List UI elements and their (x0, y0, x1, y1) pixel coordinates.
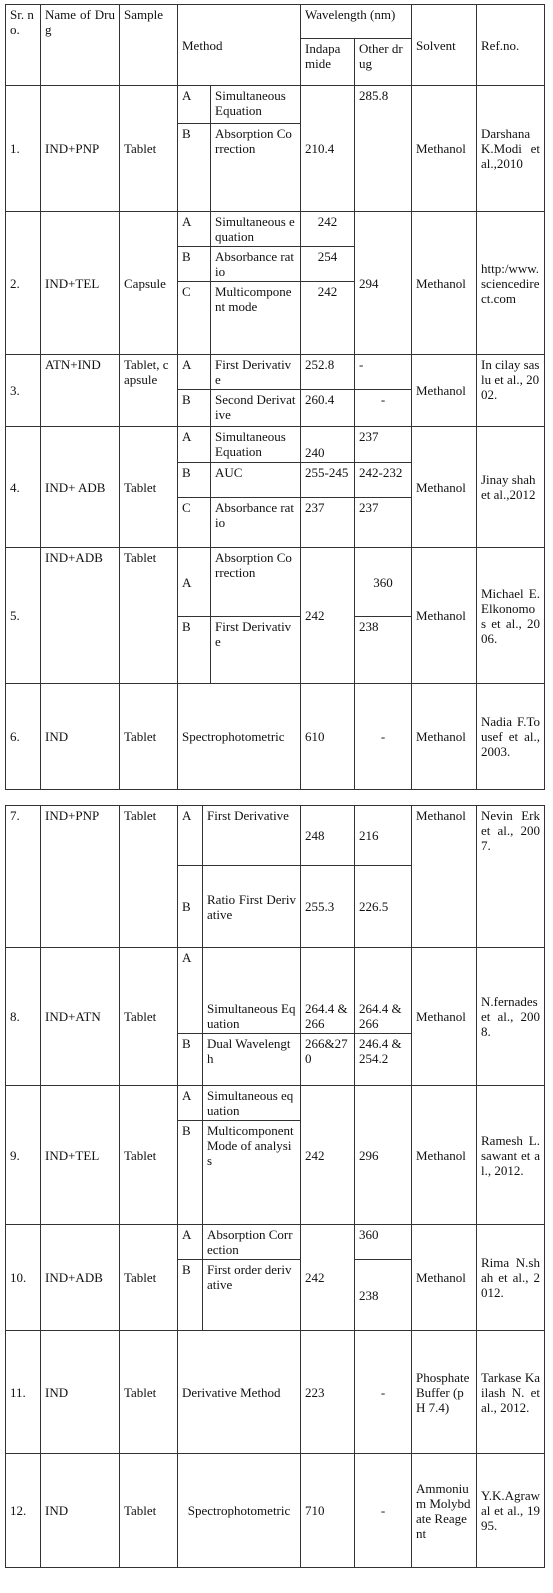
header-other-drug: Other drug (355, 39, 412, 86)
row-12-solvent: Ammonium Molybdate Reagent (412, 1454, 477, 1568)
row-11-method: Derivative Method (178, 1331, 301, 1454)
row-2-method-b: Absorbance ratio (211, 247, 301, 282)
row-5-method-b: First Derivative (211, 617, 301, 684)
row-9-label-a: A (178, 1086, 203, 1121)
row-1-sr: 1. (6, 86, 41, 212)
row-7-drug: IND+PNP (41, 806, 120, 948)
row-3-label-b: B (178, 390, 211, 427)
row-10-indapamide: 242 (301, 1225, 355, 1331)
row-2-other-drug: 294 (355, 212, 412, 355)
row-4-method-c: Absorbance ratio (211, 498, 301, 548)
row-1-label-b: B (178, 124, 211, 212)
row-3-label-a: A (178, 355, 211, 390)
row-2-method-c: Multicomponent mode (211, 282, 301, 355)
row-6-sample: Tablet (120, 684, 178, 790)
row-8-sample: Tablet (120, 948, 178, 1086)
row-8-solvent: Methanol (412, 948, 477, 1086)
row-1-other-drug: 285.8 (355, 86, 412, 212)
row-4-sr: 4. (6, 427, 41, 548)
row-11-drug: IND (41, 1331, 120, 1454)
row-5-ref: Michael E.Elkonomos et al., 2006. (477, 548, 545, 684)
row-11-other-drug: - (355, 1331, 412, 1454)
row-3-method-b: Second Derivative (211, 390, 301, 427)
row-9-ref: Ramesh L.sawant et al., 2012. (477, 1086, 545, 1225)
row-1-ref: Darshana K.Modi et al.,2010 (477, 86, 545, 212)
row-1-sample: Tablet (120, 86, 178, 212)
row-11-ref: Tarkase Kailash N. et al., 2012. (477, 1331, 545, 1454)
row-7-sample: Tablet (120, 806, 178, 948)
row-5-label-a: A (178, 548, 211, 617)
row-9-sample: Tablet (120, 1086, 178, 1225)
row-11-sample: Tablet (120, 1331, 178, 1454)
row-5-label-b: B (178, 617, 211, 684)
row-7-method-a: First Derivative (203, 806, 301, 866)
row-12-sample: Tablet (120, 1454, 178, 1568)
row-5-indapamide: 242 (301, 548, 355, 684)
row-2-sample: Capsule (120, 212, 178, 355)
row-10-sr: 10. (6, 1225, 41, 1331)
row-10-method-b: First order derivative (203, 1260, 301, 1331)
row-7-sr: 7. (6, 806, 41, 948)
row-10-drug: IND+ADB (41, 1225, 120, 1331)
row-5-sr: 5. (6, 548, 41, 684)
row-4-sample: Tablet (120, 427, 178, 548)
methods-table-part-1 (5, 4, 545, 790)
row-12-indapamide: 710 (301, 1454, 355, 1568)
row-2-drug: IND+TEL (41, 212, 120, 355)
row-10-label-a: A (178, 1225, 203, 1260)
row-3-sample: Tablet, capsule (120, 355, 178, 427)
row-3-indapamide-a: 252.8 (301, 355, 355, 390)
row-9-method-a: Simultaneous equation (203, 1086, 301, 1121)
row-12-sr: 12. (6, 1454, 41, 1568)
row-1-solvent: Methanol (412, 86, 477, 212)
row-3-method-a: First Derivative (211, 355, 301, 390)
row-1-drug: IND+PNP (41, 86, 120, 212)
row-3-sr: 3. (6, 355, 41, 427)
header-ref-no: Ref.no. (477, 5, 545, 86)
row-6-other-drug: - (355, 684, 412, 790)
row-3-other-drug-b: - (355, 390, 412, 427)
row-6-sr: 6. (6, 684, 41, 790)
row-6-solvent: Methanol (412, 684, 477, 790)
row-8-method-b: Dual Wavelength (203, 1034, 301, 1086)
row-4-label-c: C (178, 498, 211, 548)
row-7-ref: Nevin Erk et al., 2007. (477, 806, 545, 948)
row-9-drug: IND+TEL (41, 1086, 120, 1225)
row-8-label-a: A (178, 948, 203, 1034)
row-4-other-drug-c: 237 (355, 498, 412, 548)
row-8-other-drug-a: 264.4 & 266 (355, 948, 412, 1034)
row-10-sample: Tablet (120, 1225, 178, 1331)
row-12-ref: Y.K.Agrawal et al., 1995. (477, 1454, 545, 1568)
row-9-label-b: B (178, 1121, 203, 1225)
row-12-drug: IND (41, 1454, 120, 1568)
row-4-method-b: AUC (211, 463, 301, 498)
row-2-ref: http:/www.sciencedirect.com (477, 212, 545, 355)
row-10-other-drug-a: 360 (355, 1225, 412, 1260)
row-6-ref: Nadia F.Tousef et al., 2003. (477, 684, 545, 790)
row-2-label-c: C (178, 282, 211, 355)
row-2-sr: 2. (6, 212, 41, 355)
row-3-drug: ATN+IND (41, 355, 120, 427)
row-5-other-drug-a: 360 (355, 548, 412, 617)
row-7-other-drug-b: 226.5 (355, 866, 412, 948)
row-4-solvent: Methanol (412, 427, 477, 548)
row-4-ref: Jinay shah et al.,2012 (477, 427, 545, 548)
row-10-method-a: Absorption Correction (203, 1225, 301, 1260)
row-6-drug: IND (41, 684, 120, 790)
methods-table-part-2 (5, 805, 545, 1568)
row-4-label-a: A (178, 427, 211, 463)
row-3-solvent: Methanol (412, 355, 477, 427)
header-name-of-drug: Name of Drug (41, 5, 120, 86)
row-9-other-drug: 296 (355, 1086, 412, 1225)
row-9-solvent: Methanol (412, 1086, 477, 1225)
row-5-drug: IND+ADB (41, 548, 120, 684)
row-3-indapamide-b: 260.4 (301, 390, 355, 427)
row-6-indapamide: 610 (301, 684, 355, 790)
header-wavelength: Wavelength (nm) (301, 5, 412, 39)
row-8-label-b: B (178, 1034, 203, 1086)
row-1-method-b: Absorption Correction (211, 124, 301, 212)
row-8-indapamide-b: 266&270 (301, 1034, 355, 1086)
row-6-method: Spectrophotometric (178, 684, 301, 790)
row-2-indapamide-b: 254 (301, 247, 355, 282)
header-solvent: Solvent (412, 5, 477, 86)
row-3-ref: In cilay saslu et al., 2002. (477, 355, 545, 427)
row-11-sr: 11. (6, 1331, 41, 1454)
row-7-label-a: A (178, 806, 203, 866)
header-sr: Sr. no. (6, 5, 41, 86)
row-5-method-a: Absorption Correction (211, 548, 301, 617)
row-2-indapamide-a: 242 (301, 212, 355, 247)
row-4-indapamide-b: 255-245 (301, 463, 355, 498)
row-4-label-b: B (178, 463, 211, 498)
row-4-method-a: Simultaneous Equation (211, 427, 301, 463)
row-7-indapamide-b: 255.3 (301, 866, 355, 948)
row-5-other-drug-b: 238 (355, 617, 412, 684)
row-2-method-a: Simultaneous equation (211, 212, 301, 247)
row-7-method-b: Ratio First Derivative (203, 866, 301, 948)
row-2-indapamide-c: 242 (301, 282, 355, 355)
row-7-indapamide-a: 248 (301, 806, 355, 866)
row-12-other-drug: - (355, 1454, 412, 1568)
row-1-indapamide: 210.4 (301, 86, 355, 212)
row-5-solvent: Methanol (412, 548, 477, 684)
row-11-indapamide: 223 (301, 1331, 355, 1454)
row-4-other-drug-a: 237 (355, 427, 412, 463)
row-7-other-drug-a: 216 (355, 806, 412, 866)
row-10-solvent: Methanol (412, 1225, 477, 1331)
row-8-ref: N.fernades et al., 2008. (477, 948, 545, 1086)
row-9-indapamide: 242 (301, 1086, 355, 1225)
row-4-indapamide-c: 237 (301, 498, 355, 548)
row-10-other-drug-b: 238 (355, 1260, 412, 1331)
row-10-ref: Rima N.shah et al., 2012. (477, 1225, 545, 1331)
header-indapamide: Indapamide (301, 39, 355, 86)
row-4-indapamide-a: 240 (301, 427, 355, 463)
row-8-drug: IND+ATN (41, 948, 120, 1086)
row-7-label-b: B (178, 866, 203, 948)
row-8-sr: 8. (6, 948, 41, 1086)
row-3-other-drug-a: - (355, 355, 412, 390)
row-5-sample: Tablet (120, 548, 178, 684)
row-11-solvent: Phosphate Buffer (pH 7.4) (412, 1331, 477, 1454)
header-method: Method (178, 5, 301, 86)
row-1-method-a: Simultaneous Equation (211, 86, 301, 124)
row-9-method-b: Multicomponent Mode of analysis (203, 1121, 301, 1225)
row-1-label-a: A (178, 86, 211, 124)
row-12-method: Spectrophotometric (178, 1454, 301, 1568)
row-4-drug: IND+ ADB (41, 427, 120, 548)
row-4-other-drug-b: 242-232 (355, 463, 412, 498)
row-10-label-b: B (178, 1260, 203, 1331)
row-8-method-a: Simultaneous Equation (203, 948, 301, 1034)
row-2-label-b: B (178, 247, 211, 282)
row-7-solvent: Methanol (412, 806, 477, 948)
row-8-indapamide-a: 264.4 & 266 (301, 948, 355, 1034)
row-2-label-a: A (178, 212, 211, 247)
row-8-other-drug-b: 246.4 & 254.2 (355, 1034, 412, 1086)
row-9-sr: 9. (6, 1086, 41, 1225)
row-2-solvent: Methanol (412, 212, 477, 355)
header-sample: Sample (120, 5, 178, 86)
